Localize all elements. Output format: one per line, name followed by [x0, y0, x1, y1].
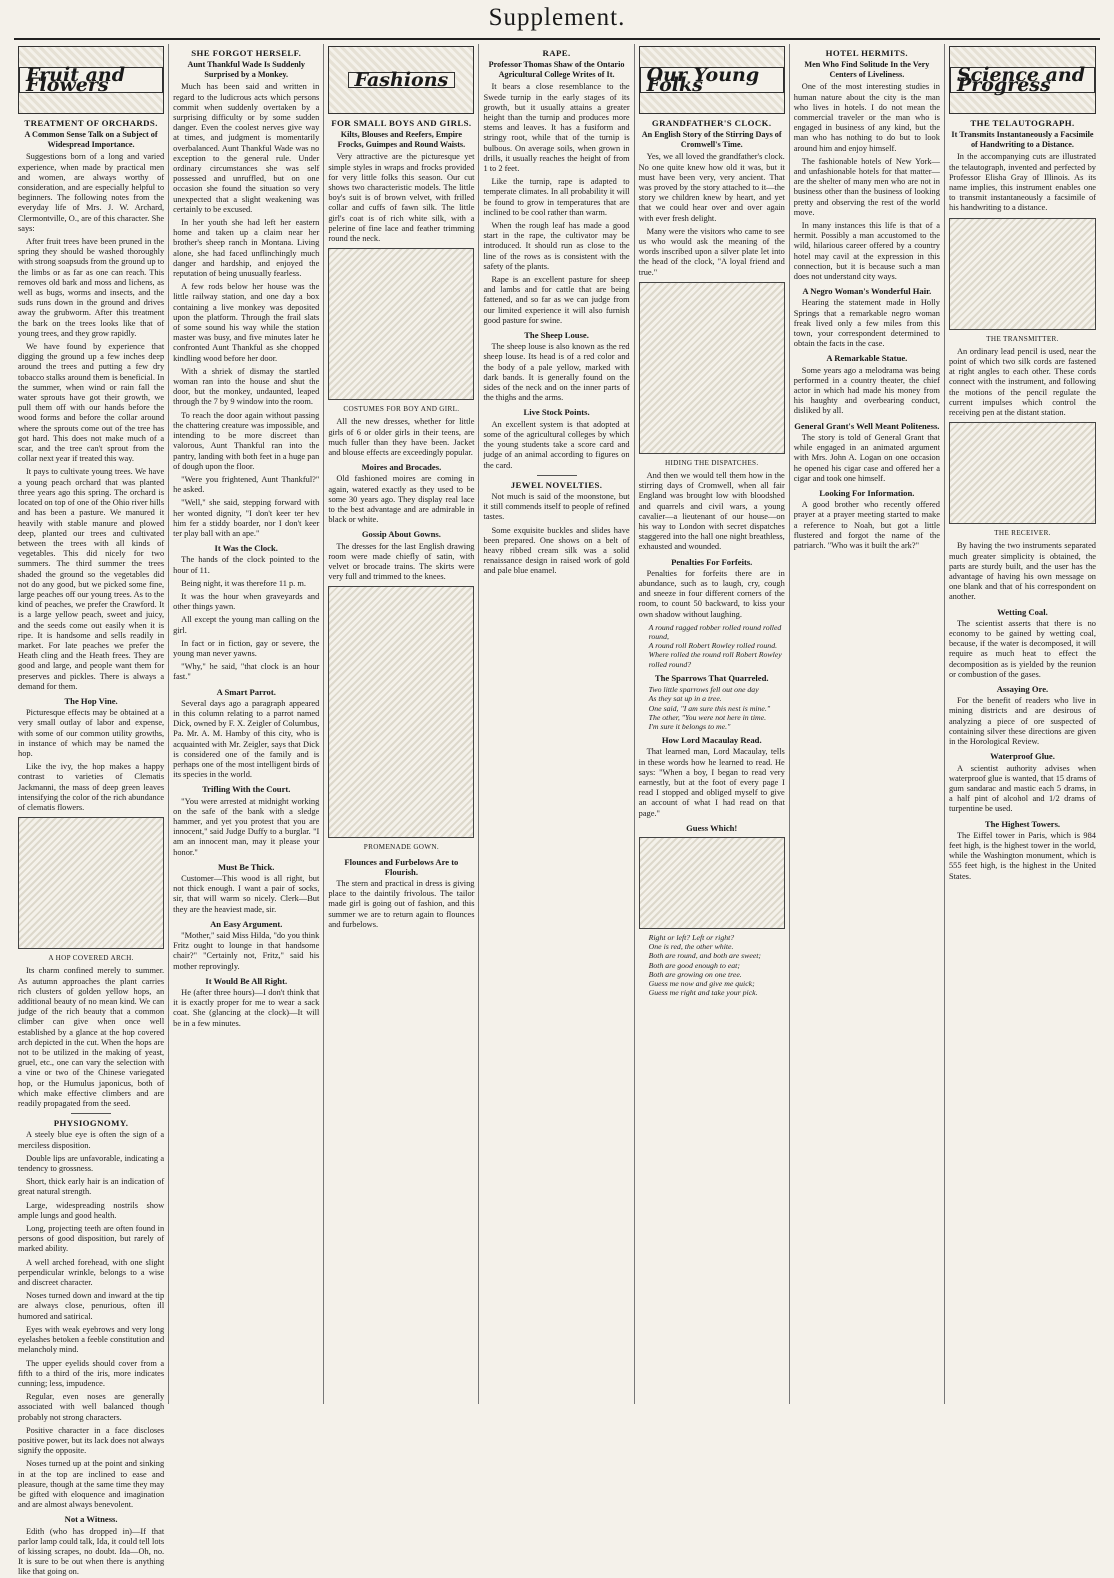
article-subhead: Kilts, Blouses and Reefers, Empire Frocks, Guimpes and Round Waists.	[337, 130, 466, 149]
paragraph: Yes, we all loved the grandfather's clock. No one quite knew how old it was, but it must have been very, very ancient. That was proved by the story attached to it—the story we children knew by heart, and yet that we could hear over and over again with ever fresh delight.	[638, 152, 785, 223]
paragraph: That learned man, Lord Macaulay, tells in these words how he learned to read. He says: "When a boy, I began to read very earnestly, but at the foot of every page I read I stopped and obliged myself to give an account of what I had read on that page."	[638, 747, 785, 818]
paragraph: He (after three hours)—I don't think that it is exactly proper for me to wear a sack coat. She (glancing at the clock)—It will be in a few minutes.	[173, 988, 320, 1028]
banner-title: Fashions	[348, 72, 456, 88]
paragraph: An excellent system is that adopted at some of the agricultural colleges by which the young students take a score card and judge of an animal according to figures on the card.	[483, 419, 630, 470]
paragraph: The scientist asserts that there is no economy to be gained by wetting coal, because, if the water is decomposed, it will require as much heat to effect the decomposition as is yielded by the reunion or combustion of the gases.	[948, 618, 1096, 679]
column-she-forgot-herself	[169, 44, 324, 1404]
verse-line: The other, "You were not here in time.	[648, 712, 767, 722]
section-heading: An Easy Argument.	[210, 918, 283, 929]
figure-caption: HIDING THE DISPATCHES.	[664, 458, 759, 467]
verse-line: One said, "I am sure this nest is mine."	[648, 703, 771, 713]
paragraph: Regular, even noses are generally associated with well balanced though probably not strong characters.	[18, 1392, 165, 1422]
paragraph: With a shriek of dismay the startled woman ran into the house and shut the door, but the monkey, undaunted, leaped through the 7 by 9 window into the room.	[173, 366, 320, 407]
paragraph: Large, widespreading nostrils show ample lungs and good health.	[18, 1200, 165, 1220]
paragraph: "Mother," said Miss Hilda, "do you think Fritz ought to lounge in that handsome chair?" "Certainly not, Fritz," said his mother reprovingly.	[173, 931, 320, 971]
paragraph: "Well," she said, stepping forward with her wonted dignity, "I don't keer ter hev him fer a stiddy boarder, nor I don't keer ter play ball with an ape."	[173, 498, 320, 538]
paragraph: A well arched forehead, with one slight perpendicular wrinkle, belongs to a wise and discreet character.	[18, 1257, 165, 1288]
paragraph: Being night, it was therefore 11 p. m.	[181, 578, 306, 588]
paragraph: Customer—This wood is all right, but not thick enough. I want a pair of socks, sir, that will warm so nicely. Clerk—But they are the heaviest made, sir.	[173, 874, 320, 914]
section-heading: The Sheep Louse.	[524, 330, 589, 341]
fashions-banner	[328, 46, 474, 114]
column-rape	[479, 44, 634, 1404]
article-heading: RAPE.	[542, 48, 571, 58]
divider	[537, 475, 577, 476]
figure-caption: PROMENADE GOWN.	[363, 843, 439, 852]
paragraph: A few rods below her house was the little railway station, and one day a box containing a live monkey was deposited upon the platform. Through the frail slats of some sound his way while the station master was busy, and five minutes later he confronted Aunt Thankful as she chopped kindling wood before her door.	[173, 282, 320, 363]
paragraph: Many were the visitors who came to see us who would ask the meaning of the words inscribed upon a silver plate let into the head of the clock, "A loyal friend and true."	[638, 226, 785, 277]
paragraph: To reach the door again without passing the chattering creature was impossible, and intending to be more discreet than valorous, Aunt Thankful ran into the pantry, landing with both feet in a huge pan of dough upon the floor.	[173, 410, 320, 471]
receiver-illustration	[949, 422, 1096, 524]
paragraph: In fact or in fiction, gay or severe, the young man never yawns.	[173, 638, 320, 658]
paragraph: We have found by experience that digging the ground up a few inches deep around the trees and putting a few dry tobacco stalks around them is beneficial. In the summer, when wind or rain fall the water sprouts have got their growth, we pull them off with our hands before the wood forms and before the collar around where the sprouts come out of the tree has got hard. This does not make much of a scar, and the tree can't sprout from the collar next year if treated this way.	[18, 342, 165, 464]
section-heading: Must Be Thick.	[218, 861, 275, 872]
paragraph: It was the hour when graveyards and other things yawn.	[173, 591, 320, 612]
promenade-gown-illustration	[328, 586, 474, 838]
section-heading: Looking For Information.	[819, 487, 915, 498]
paragraph: A good brother who recently offered prayer at a prayer meeting started to make a reference to Noah, but got a little flustered and forgot the name of the patriarch. "Who was it built the ark?"	[793, 500, 940, 550]
article-heading: TREATMENT OF ORCHARDS.	[24, 118, 158, 128]
paragraph: It bears a close resemblance to the Swede turnip in the early stages of its growth, but it usually attains a greater height than the turnip and produces more stems and leaves. It has a fusiform and stringy root, while that of the turnip is bulbous. On average soils, when grown in drills, it usually reaches the height of from 1 to 2 feet.	[483, 82, 630, 174]
figure-caption: COSTUMES FOR BOY AND GIRL.	[343, 405, 460, 414]
article-heading: THE TELAUTOGRAPH.	[970, 118, 1075, 128]
paragraph: After fruit trees have been pruned in the spring they should be washed thoroughly with strong soapsuds from the ground up to the limbs or as far as one can reach. This removes old bark and moss and lichens, as well as bugs, worms and insects, and the suds runs down in the ground and drives away the grubworm. After this treatment the bark on the trees looks like that of young trees, and they grow rapidly.	[18, 237, 165, 338]
paragraph: Short, thick early hair is an indication of great natural strength.	[18, 1177, 165, 1197]
verse-line: Right or left? Left or right?	[648, 932, 735, 942]
paragraph: Suggestions born of a long and varied experience, when made by practical men and women, are always worthy of consideration, and are especially helpful to beginners. The following notes from the everyday life of Mrs. J. W. Archard, Clermontville, O., are of this character. She says:	[18, 152, 165, 233]
paragraph: Several days ago a paragraph appeared in this column relating to a parrot named Dick, owned by F. X. Zeigler of Columbus, Pa. Mr. A. M. Hamby of this city, who is acquainted with Mr. Zeigler, says that Dick is considered one of the family and is perhaps one of the most intelligent birds of its species in the world.	[173, 698, 320, 780]
paragraph: Noses turned up at the point and sinking in at the top are inclined to ease and pleasure, though at the same time they may be gifted with eloquence and imagination and are almost always benevolent.	[18, 1459, 165, 1510]
paragraph: Rape is an excellent pasture for sheep and lambs and for cattle that are being fattened, and so far as we can judge from our limited experience it will also furnish good pasture for swine.	[483, 275, 630, 325]
column-fashions	[324, 44, 479, 1404]
verse-line: Guess me right and take your pick.	[648, 988, 758, 998]
paragraph: By having the two instruments separated much greater simplicity is obtained, the parts are sturdy built, and the user has the advantage of having his own message on one blank and that of his correspondent on another.	[948, 541, 1096, 602]
paragraph: In the accompanying cuts are illustrated the telautograph, invented and perfected by Professor Elisha Gray of Illinois. As its name implies, this instrument enables one to transmit instantaneously a facsimile of his handwriting to a distance.	[948, 152, 1096, 213]
paragraph: "You were arrested at midnight working on the safe of the bank with a sledge hammer, and yet you protest that you are innocent," said Judge Duffy to a burglar. "I am an innocent man, may it please your honor."	[173, 796, 320, 857]
figure-caption: THE RECEIVER.	[994, 529, 1051, 538]
article-heading: HOTEL HERMITS.	[825, 48, 909, 58]
verse-line: One is red, the other white.	[648, 942, 734, 952]
paragraph: Noses turned down and inward at the tip are always close, penurious, often ill humored and satirical.	[18, 1291, 165, 1321]
paragraph: Old fashioned moires are coming in again, watered exactly as they used to be some 30 years ago. They display real lace to the best advantage and are admirable in black or white.	[328, 474, 475, 525]
section-heading: The Highest Towers.	[984, 818, 1061, 829]
masthead	[0, 0, 1114, 36]
verse-line: Both are growing on one tree.	[648, 969, 742, 979]
article-subhead: Professor Thomas Shaw of the Ontario Agricultural College Writes of It.	[488, 60, 625, 79]
verse-line: Where rolled the round roll Robert Rowley rolled round?	[648, 650, 782, 669]
paragraph: In her youth she had left her eastern home and taken up a claim near her brother's sheep ranch in Montana. Living alone, she had faced unflinchingly much danger and hardship, and enjoyed the reputation of being unusually fearless.	[173, 218, 320, 279]
paragraph: The dresses for the last English drawing room were made chiefly of satin, with velvet or brocade trains. The skirts were very full and trimmed to the knees.	[328, 541, 475, 582]
paragraph: All except the young man calling on the girl.	[173, 615, 320, 635]
section-heading: Trifling With the Court.	[202, 784, 291, 795]
section-heading: Live Stock Points.	[523, 407, 590, 418]
verse-line: Both are round, and both are sweet;	[648, 951, 762, 961]
section-heading: Penalties For Forfeits.	[671, 556, 753, 567]
paragraph: An ordinary lead pencil is used, near the point of which two silk cords are fastened at right angles to each other. These cords connect with the instrument, and following the motions of the pencil regulate the current impulses which control the receiving pen at the distant station.	[948, 346, 1096, 418]
paragraph: And then we would tell them how in the stirring days of Cromwell, when all fair England was brought low with bloodshed and quarrels and civil wars, a young cavalier—a lieutenant of our house—on his way to London with secret dispatches staggered into the hall one night breathless, exhausted and wounded.	[638, 471, 785, 552]
science-banner	[949, 46, 1096, 114]
section-heading: Flounces and Furbelows Are to Flourish.	[344, 856, 459, 877]
fruit-flowers-banner	[18, 46, 164, 114]
guess-which-illustration	[639, 837, 785, 929]
paragraph: Some years ago a melodrama was being performed in a country theater, the chief actor in which had made his money from his haughty and overbearing conduct, disliked by all.	[793, 365, 940, 416]
paragraph: A steely blue eye is often the sign of a merciless disposition.	[18, 1130, 165, 1150]
paragraph: The fashionable hotels of New York—and unfashionable hotels for that matter—are the shelter of many men who are not in business other than the business of looking pretty and observing the rest of the world move.	[793, 156, 940, 217]
young-folks-banner	[639, 46, 785, 114]
paragraph: All the new dresses, whether for little girls of 6 or older girls in their teens, are much fuller than they have been. Jacket and blouse effects are exceedingly popular.	[328, 417, 475, 458]
section-heading: Wetting Coal.	[997, 606, 1048, 617]
paragraph: For the benefit of readers who live in mining districts and are desirous of analyzing a piece of ore suspected of containing silver these directions are given in the Horological Review.	[948, 696, 1096, 747]
article-subhead: Aunt Thankful Wade Is Suddenly Surprised by a Monkey.	[187, 60, 306, 79]
paragraph: The sheep louse is also known as the red sheep louse. Its head is of a red color and the body of a pale yellow, marked with dark bands. It is generally found on the sides of the neck and on the inner parts of the thighs and the arms.	[483, 342, 630, 403]
newspaper-columns	[14, 44, 1100, 1577]
paragraph: Not much is said of the moonstone, but it still commends itself to people of refined tastes.	[483, 491, 630, 522]
section-heading: How Lord Macaulay Read.	[661, 735, 762, 746]
paragraph: Much has been said and written in regard to the ludicrous acts which persons commit when suddenly overtaken by a surprising difficulty or by some sudden danger. Even the coolest nerves give way at times, and judgment is momentarily overbalanced. Aunt Thankful Wade was no exception to the general rule. Under ordinary circumstances she was self possessed and unruffled, but on one occasion she found the situation so very unexpected that a slight weakening was certainly to be excused.	[173, 82, 320, 214]
verse-line: I'm sure it belongs to me."	[648, 721, 731, 731]
paragraph: A scientist authority advises when waterproof glue is wanted, that 15 drams of gum sandarac and mastic each 5 drams, in a half pint of alcohol and 1/2 drams of turpentine be used.	[948, 763, 1096, 814]
verse-line: Two little sparrows fell out one day	[648, 685, 759, 695]
section-heading: General Grant's Well Meant Politeness.	[794, 420, 940, 431]
paragraph: Penalties for forfeits there are in abundance, such as to laugh, cry, cough and sneeze in four different corners of the room, to count 50 backward, to kiss your own shadow without laughing.	[638, 568, 785, 619]
paragraph: Hearing the statement made in Holly Springs that a remarkable negro woman freak lived only a few miles from this town, your correspondent determined to obtain the facts in the case.	[793, 298, 940, 349]
article-subhead: A Common Sense Talk on a Subject of Widespread Importance.	[24, 130, 158, 149]
banner-title: Science and Progress	[950, 67, 1095, 93]
paragraph: Double lips are unfavorable, indicating a tendency to grossness.	[18, 1153, 165, 1174]
paragraph: One of the most interesting studies in human nature about the city is the man who lives in hotels. I do not mean the commercial traveler or the man who is engaged in business of any kind, but the man who has nothing to do but to look around him and enjoy himself.	[793, 82, 940, 153]
costumes-illustration	[328, 248, 474, 400]
section-heading: It Would Be All Right.	[205, 975, 288, 986]
section-heading: Not a Witness.	[64, 1514, 118, 1525]
paragraph: "Why," he said, "that clock is an hour fast."	[173, 662, 320, 682]
verse-block	[649, 623, 785, 669]
article-heading: JEWEL NOVELTIES.	[510, 479, 603, 490]
figure-caption: THE TRANSMITTER.	[986, 334, 1059, 343]
column-hotel-hermits	[790, 44, 945, 1404]
paragraph: Its charm confined merely to summer. As autumn approaches the plant carries rich clusters of golden yellow hops, an additional beauty of no mean kind. We can judge of the rich beauty that a common climber can give when once well established by a glance at the hop covered arch depicted in the cut. When the hops are not to be utilized in the making of yeast, gruel, etc., one can vary the selection with a vine or two of the Chinese variegated hop, or the Humulus japonicus, both of which make effective climbers and are readily propagated from the seed.	[18, 966, 165, 1109]
article-subhead: An English Story of the Stirring Days of Cromwell's Time.	[641, 130, 782, 149]
paragraph: It pays to cultivate young trees. We have a young peach orchard that was planted three years ago this spring. The orchard is located on top of one of the Ohio river hills and has been a pasture. We manured it heavily with stable manure and plowed deep, planted our trees and cultivated between the trees with all kinds of vegetables. This did nicely for two summers. The third summer the trees shaded the ground so the vegetables did not do any good, but we picked some fine, large peaches off our young trees. As to the kind of peaches, we prefer the Crawford. It is a large yellow peach, sweet and juicy, and the seeds come out easily when it is ripe. It is handsome and sells readily in market. For late peaches we prefer the Heath cling and the Heath frees. They are good and large, and people want them for preserves and pickles. There is always a demand for them.	[18, 467, 165, 691]
figure-caption: A HOP COVERED ARCH.	[48, 954, 134, 963]
section-heading: A Smart Parrot.	[216, 686, 276, 697]
verse-line: Both are good enough to eat;	[648, 960, 740, 970]
paragraph: In many instances this life is that of a hermit. Possibly a man accustomed to the wild, hilarious career offered by a country hotel may cavil at the expression in this connection, but it is because such a man does not understand city ways.	[793, 221, 940, 282]
section-heading: It Was the Clock.	[214, 543, 278, 554]
paragraph: Picturesque effects may be obtained at a very small outlay of labor and expense, with some of our common utility growths, in instance of which may be named the hop.	[18, 708, 165, 758]
verse-line: As they sat up in a tree.	[648, 694, 722, 704]
paragraph: Some exquisite buckles and slides have been prepared. One shows on a belt of heavy ribbed cream silk was a solid renaissance design in raised work of gold and pale blue enamel.	[483, 525, 630, 576]
divider	[71, 1113, 111, 1114]
paragraph: When the rough leaf has made a good start in the rape, the cultivator may be introduced. It should run as close to the line of the rows as is consistent with the safety of the plants.	[483, 221, 630, 271]
verse-block	[649, 685, 785, 731]
section-heading: The Hop Vine.	[64, 695, 118, 706]
section-heading: The Sparrows That Quarreled.	[654, 672, 769, 683]
paragraph: Positive character in a face discloses positive power, but its lack does not always signify the opposite.	[18, 1425, 165, 1456]
paragraph: Edith (who has dropped in)—If that parlor lamp could talk, Ida, it could tell lots of kissing scrapes, no doubt. Ida—Oh, no. It is sure to be out when there is anything like that going on.	[18, 1526, 165, 1577]
article-heading: GRANDFATHER'S CLOCK.	[651, 118, 772, 128]
column-science	[945, 44, 1100, 1404]
section-heading: Assaying Ore.	[996, 684, 1049, 695]
masthead-title: Supplement.	[488, 4, 626, 31]
column-fruit-and-flowers	[14, 44, 169, 1577]
section-heading: Gossip About Gowns.	[361, 529, 441, 540]
banner-title: Our Young Folks	[640, 67, 784, 93]
section-heading: Waterproof Glue.	[990, 751, 1055, 762]
paragraph: Very attractive are the picturesque yet simple styles in wraps and frocks provided for very little folks this season. Our cut shows two characteristic models. The little boy's suit is of brown velvet, with frilled collar and cuffs of fawn silk. The little girl's coat is of rich white silk, with a pelerine of fine lace and feather trimming round the neck.	[328, 152, 475, 244]
section-heading: Moires and Brocades.	[361, 462, 442, 473]
masthead-rule	[14, 38, 1100, 40]
paragraph: The story is told of General Grant that while engaged in an animated argument with Mrs. John A. Logan on one occasion he opened his cigar case and offered her a cigar and took one himself.	[793, 432, 940, 483]
hop-arch-illustration	[18, 817, 164, 949]
article-subhead: Men Who Find Solitude In the Very Centers of Liveliness.	[804, 60, 930, 79]
paragraph: Like the ivy, the hop makes a happy contrast to varieties of Clematis Jackmanni, the mass of deep green leaves intensifying the color of the rich abundance of clematis flowers.	[18, 762, 165, 812]
article-heading: FOR SMALL BOYS AND GIRLS.	[331, 118, 472, 128]
verse-line: A round ragged robber rolled round rolled round,	[648, 622, 782, 642]
section-heading: Guess Which!	[686, 822, 738, 833]
transmitter-illustration	[949, 218, 1096, 330]
paragraph: Long, projecting teeth are often found in persons of good disposition, but rarely of marked ability.	[18, 1224, 165, 1254]
section-heading: A Negro Woman's Wonderful Hair.	[802, 286, 932, 297]
article-heading: PHYSIOGNOMY.	[53, 1118, 129, 1129]
banner-title: Fruit and Flowers	[19, 67, 163, 93]
section-heading: A Remarkable Statue.	[826, 353, 908, 364]
paragraph: The hands of the clock pointed to the hour of 11.	[173, 555, 320, 575]
verse-line: Guess me now and give me quick;	[648, 978, 755, 988]
paragraph: Eyes with weak eyebrows and very long eyelashes betoken a feeble constitution and melancholy mind.	[18, 1324, 165, 1355]
paragraph: Like the turnip, rape is adapted to temperate climates. In all probability it will be found to grow in temperatures that are inclined to be cool rather than warm.	[483, 177, 630, 217]
article-heading: SHE FORGOT HERSELF.	[191, 48, 302, 58]
paragraph: The Eiffel tower in Paris, which is 984 feet high, is the highest tower in the world, while the Washington monument, which is 555 feet high, is the highest in the United States.	[948, 830, 1096, 881]
verse-line: A round roll Robert Rowley rolled round.	[648, 641, 778, 651]
paragraph: The upper eyelids should cover from a fifth to a third of the iris, more indicates cunning; less, impudence.	[18, 1358, 165, 1388]
verse-block	[649, 933, 785, 997]
article-subhead: It Transmits Instantaneously a Facsimile of Handwriting to a Distance.	[951, 130, 1094, 149]
paragraph: The stern and practical in dress is giving place to the daintily frivolous. The tailor made girl is going out of fashion, and this summer we are to return again to flounces and furbelows.	[328, 879, 475, 929]
paragraph: "Were you frightened, Aunt Thankful?" he asked.	[173, 474, 320, 495]
column-young-folks	[635, 44, 790, 1404]
hiding-dispatches-illustration	[639, 282, 785, 454]
